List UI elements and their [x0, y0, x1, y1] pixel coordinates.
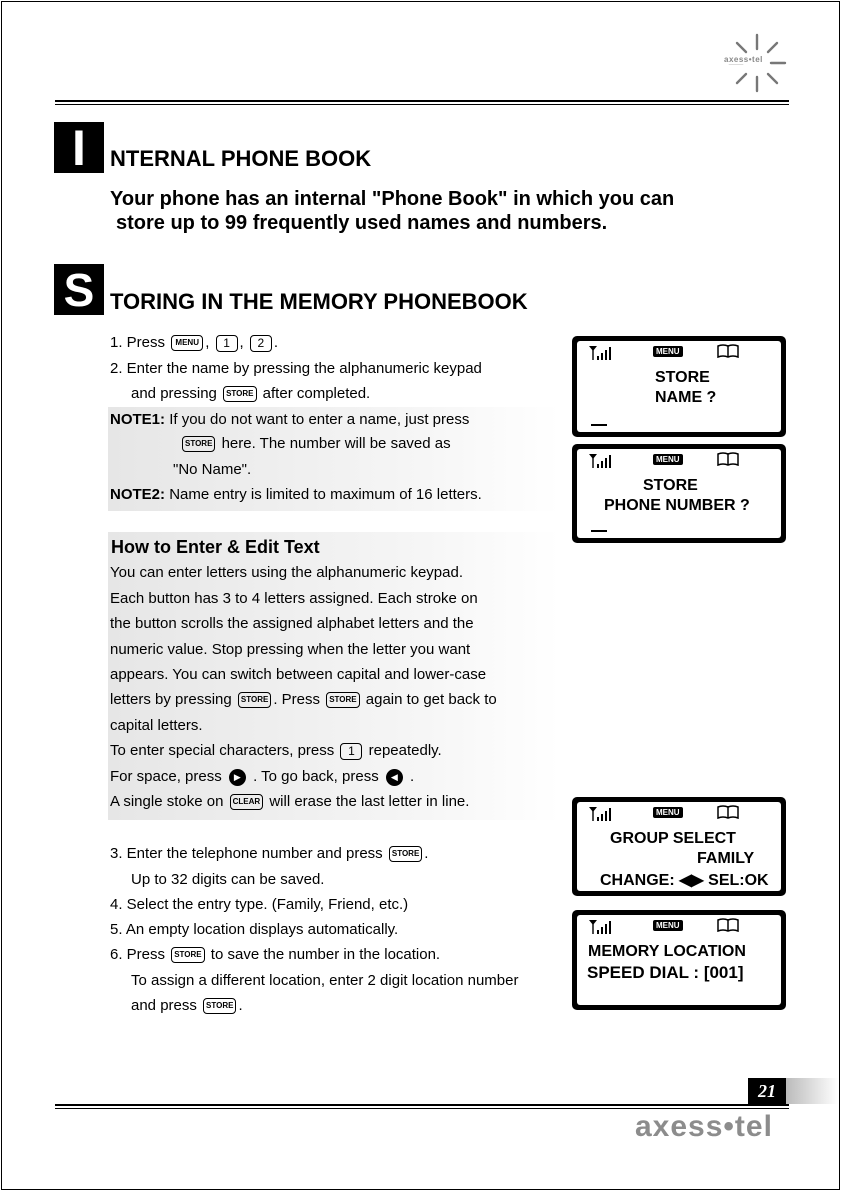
howto-line: You can enter letters using the alphanumeric keypad. — [110, 564, 464, 581]
note-1: NOTE1: If you do not want to enter a name, just press — [110, 411, 470, 428]
howto-line: To enter special characters, press 1 repeatedly. — [110, 742, 442, 759]
howto-title: How to Enter & Edit Text — [111, 537, 320, 557]
signal-icon — [589, 807, 613, 824]
step-6-end: and press STORE . — [131, 997, 243, 1014]
menu-key-icon: MENU — [171, 335, 203, 351]
page-number-gradient — [786, 1078, 838, 1104]
step-2: 2. Enter the name by pressing the alphanumeric keypad — [110, 360, 482, 377]
clear-key-icon: CLEAR — [230, 794, 264, 810]
key-1-icon: 1 — [216, 335, 238, 352]
key-1-icon: 1 — [340, 743, 362, 760]
left-key-icon: ◀ — [386, 769, 403, 786]
howto-line: A single stoke on CLEAR will erase the last letter in line. — [110, 793, 470, 810]
book-icon — [717, 805, 739, 822]
right-key-icon: ▶ — [229, 769, 246, 786]
step-4: 4. Select the entry type. (Family, Friend, etc.) — [110, 896, 409, 913]
bottom-rule-thin — [55, 1108, 789, 1109]
store-key-icon: STORE — [171, 947, 204, 963]
section-title-internal-phone-book: NTERNAL PHONE BOOK — [110, 146, 372, 171]
menu-label: MENU — [653, 807, 683, 818]
step-6: 6. Press STORE to save the number in the location. — [110, 946, 441, 963]
store-key-icon: STORE — [238, 692, 271, 708]
howto-line: numeric value. Stop pressing when the letter you want — [110, 641, 471, 658]
note-1-cont: STORE here. The number will be saved as — [180, 435, 451, 453]
store-key-icon: STORE — [223, 386, 256, 402]
note-1-end: "No Name". — [173, 461, 252, 478]
book-icon — [717, 452, 739, 469]
note-2: NOTE2: Name entry is limited to maximum of 16 letters. — [110, 486, 482, 503]
howto-line: Each button has 3 to 4 letters assigned. Each stroke on — [110, 590, 478, 607]
top-rule-thin — [55, 104, 789, 105]
cursor — [591, 424, 607, 426]
lcd-store-phone: MENU STORE PHONE NUMBER ? — [572, 444, 786, 543]
lcd-memory-location: MENU MEMORY LOCATION SPEED DIAL : [001] — [572, 910, 786, 1010]
step-1: 1. Press MENU , 1 , 2 . — [110, 334, 279, 351]
store-key-icon: STORE — [326, 692, 359, 708]
howto-line: appears. You can switch between capital and lower-case — [110, 666, 487, 683]
store-key-icon: STORE — [389, 846, 422, 862]
menu-label: MENU — [653, 454, 683, 465]
book-icon — [717, 918, 739, 935]
howto-line: capital letters. — [110, 717, 203, 734]
lcd-group-select: MENU GROUP SELECT FAMILY CHANGE: ◀▶ SEL:OK — [572, 797, 786, 896]
drop-cap-s: S — [54, 264, 104, 315]
top-rule — [55, 100, 789, 102]
signal-icon — [589, 920, 613, 937]
lcd-store-name: MENU STORE NAME ? — [572, 336, 786, 437]
section-title-storing: TORING IN THE MEMORY PHONEBOOK — [110, 289, 528, 314]
book-icon — [717, 344, 739, 361]
step-3-cont: Up to 32 digits can be saved. — [131, 871, 325, 888]
step-6-cont: To assign a different location, enter 2 digit location number — [131, 972, 519, 989]
menu-label: MENU — [653, 920, 683, 931]
howto-line: the button scrolls the assigned alphabet letters and the — [110, 615, 474, 632]
store-key-icon: STORE — [203, 998, 236, 1014]
drop-cap-i: I — [54, 122, 104, 173]
signal-icon — [589, 346, 613, 363]
key-2-icon: 2 — [250, 335, 272, 352]
brand-logo: axess•tel — [635, 1110, 773, 1143]
step-3: 3. Enter the telephone number and press STORE . — [110, 845, 429, 862]
cursor — [591, 530, 607, 532]
step-2-cont: and pressing STORE after completed. — [131, 385, 371, 402]
brand-small: axess•tel — [724, 55, 763, 64]
step-5: 5. An empty location displays automatically. — [110, 921, 399, 938]
page-number: 21 — [748, 1078, 786, 1104]
signal-icon — [589, 454, 613, 471]
howto-line: letters by pressing STORE . Press STORE again to get back to — [110, 691, 497, 708]
howto-line: For space, press ▶ . To go back, press ◀ . — [110, 768, 415, 785]
bottom-rule — [55, 1104, 789, 1106]
menu-label: MENU — [653, 346, 683, 357]
intro-paragraph: Your phone has an internal "Phone Book" in which you can store up to 99 frequently used names and numbers. — [110, 188, 675, 234]
store-key-icon: STORE — [182, 436, 215, 452]
